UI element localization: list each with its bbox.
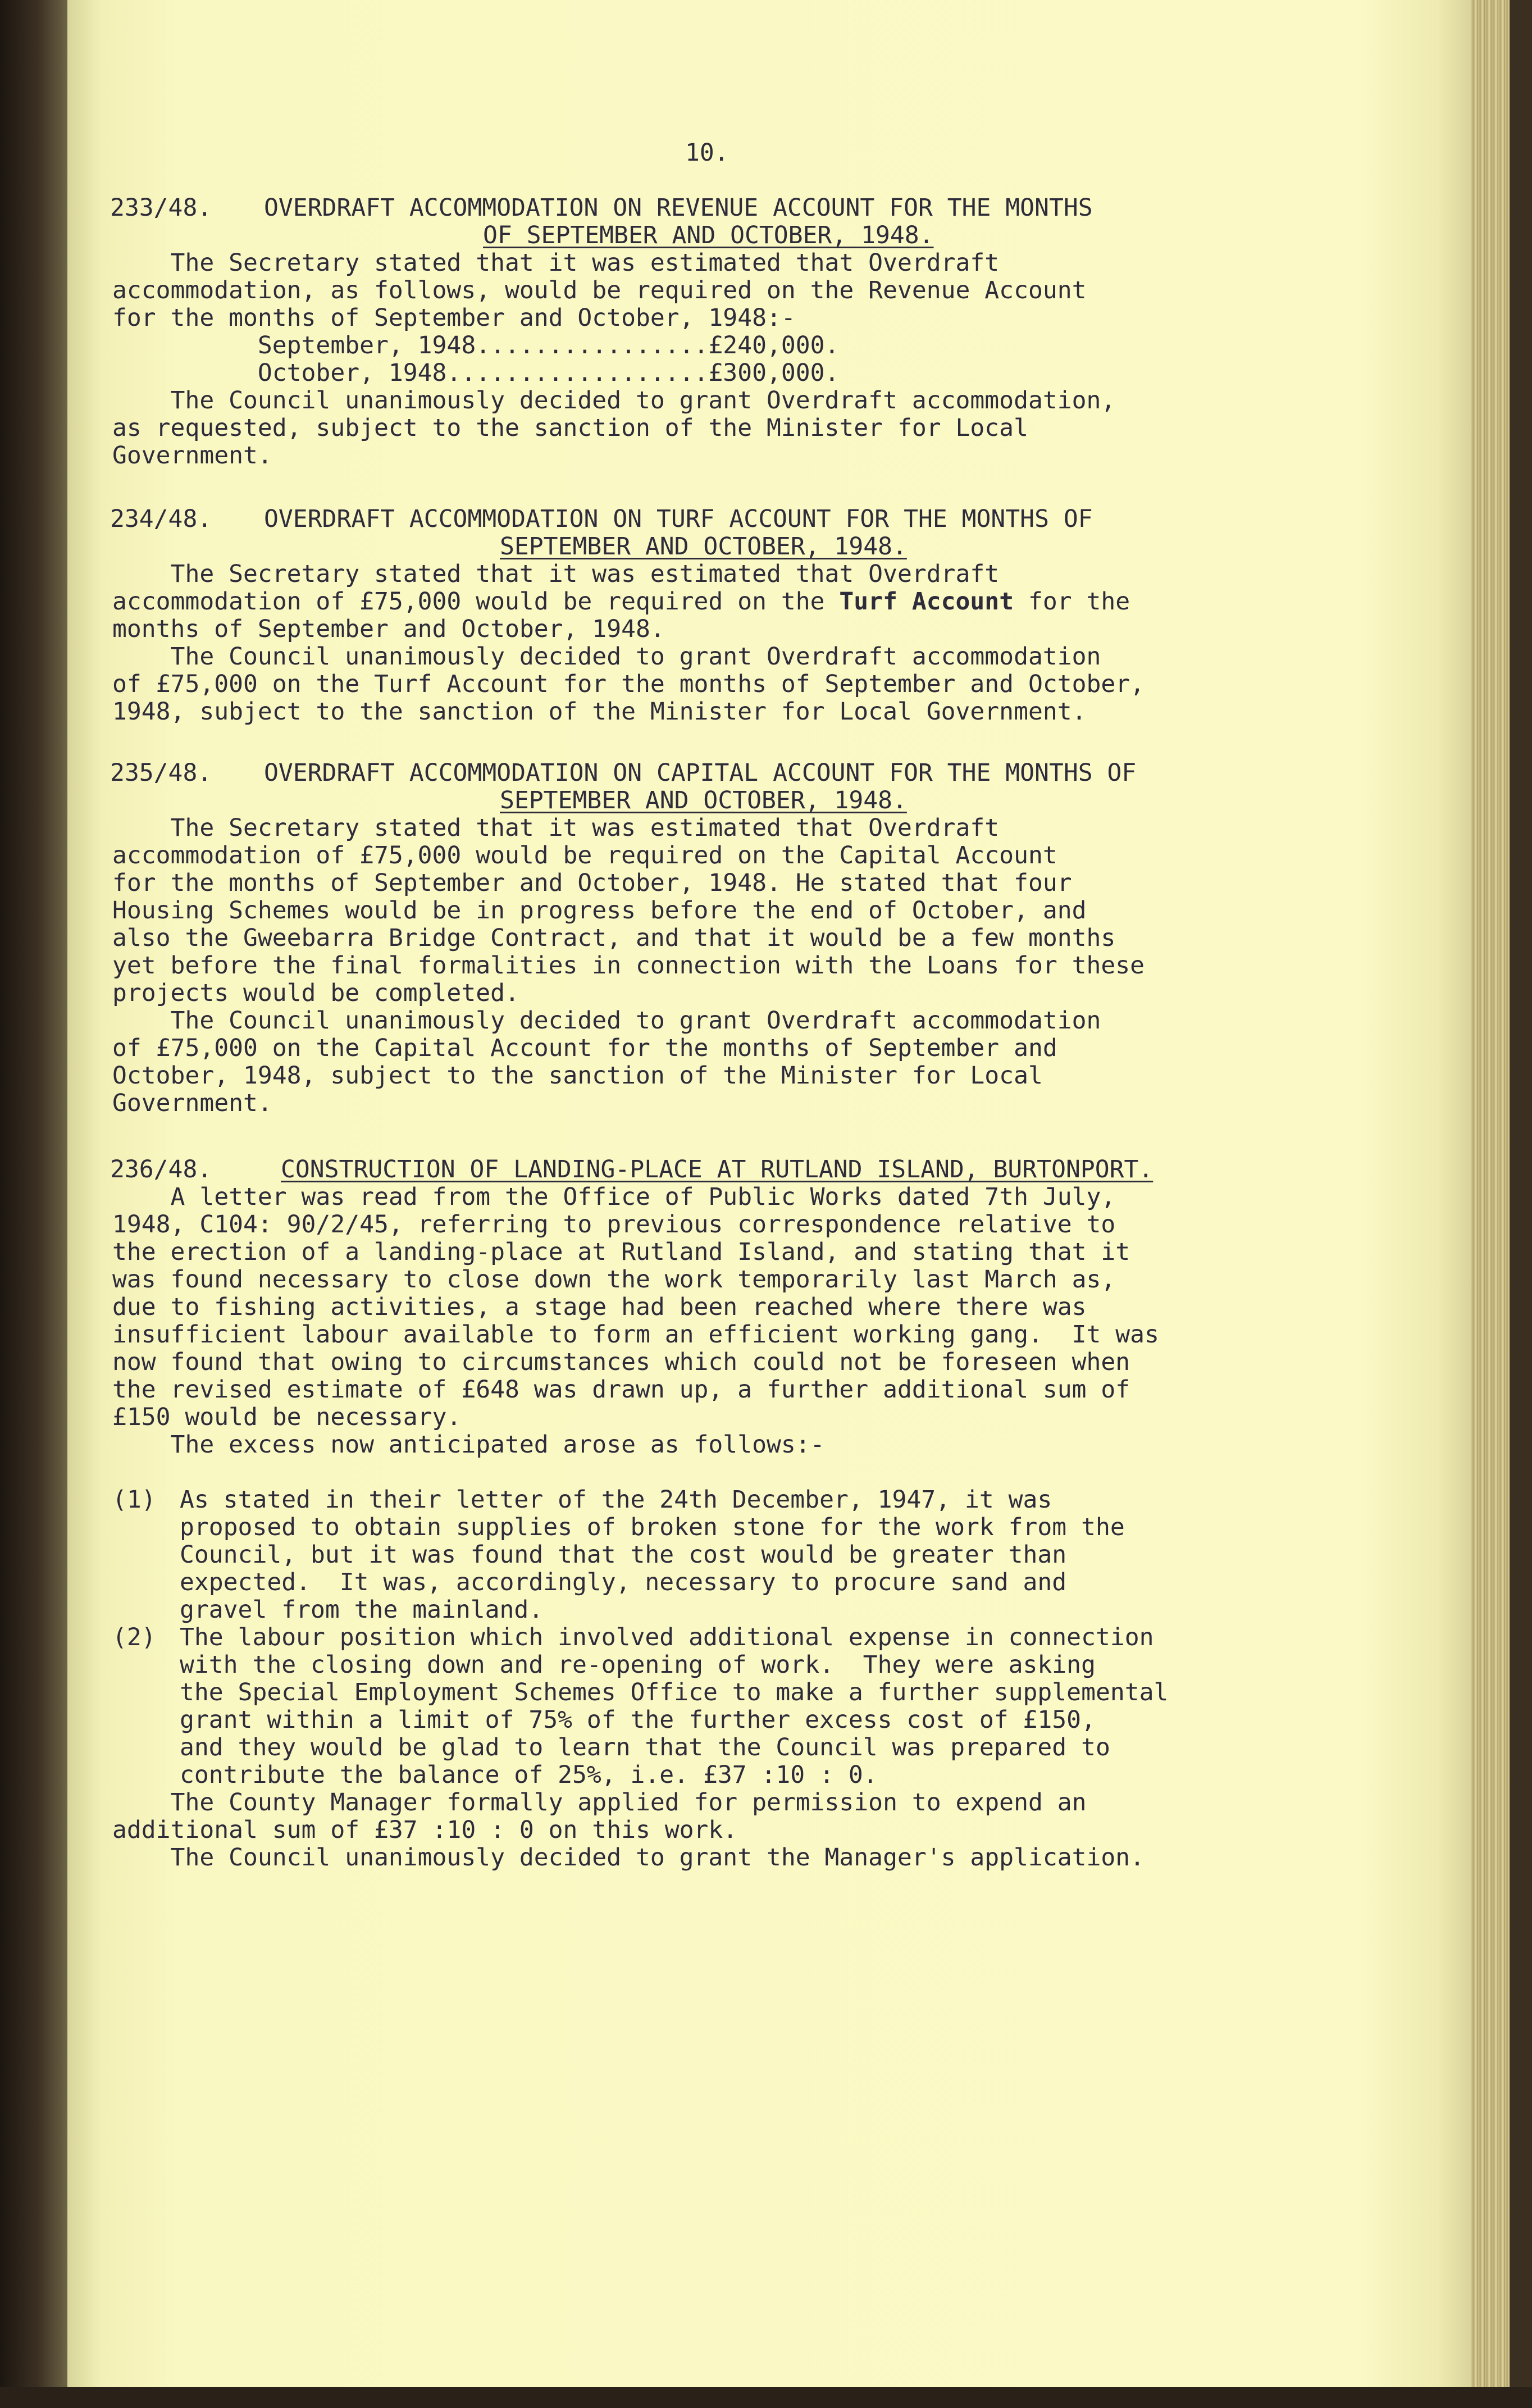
list-item-marker: (2) (112, 1623, 156, 1651)
list-item-line: the Special Employment Schemes Office to make a further supplemental (180, 1678, 1169, 1706)
list-item-line: expected. It was, accordingly, necessary to procure sand and (180, 1568, 1067, 1596)
bottom-shadow (0, 2387, 1532, 2408)
minute-235-title-line-2: SEPTEMBER AND OCTOBER, 1948. (500, 786, 907, 814)
minute-235-body-line: projects would be completed. (112, 979, 519, 1007)
minute-235-body-line: Government. (112, 1089, 272, 1117)
list-item-line: contribute the balance of 25%, i.e. £37 :10 : 0. (180, 1761, 878, 1789)
minute-234-body-line: The Secretary stated that it was estimated that Overdraft (112, 560, 1000, 588)
minute-236-body-line: £150 would be necessary. (112, 1403, 462, 1431)
minute-234-body-line: The Council unanimously decided to grant Overdraft accommodation (112, 643, 1101, 671)
minute-235-body-line: The Council unanimously decided to grant Overdraft accommodation (112, 1007, 1101, 1035)
minute-235-body-line: for the months of September and October, 1948. He stated that four (112, 869, 1072, 897)
list-item-marker: (1) (112, 1486, 156, 1514)
page-number: 10. (685, 139, 729, 167)
list-item-line: The labour position which involved additional expense in connection (180, 1623, 1154, 1651)
minute-234-title-line-2: SEPTEMBER AND OCTOBER, 1948. (500, 532, 907, 561)
list-item-line: proposed to obtain supplies of broken stone for the work from the (180, 1513, 1125, 1541)
minute-235-body-line: also the Gweebarra Bridge Contract, and that it would be a few months (112, 924, 1116, 952)
minute-234-body-line: 1948, subject to the sanction of the Minister for Local Government. (112, 698, 1087, 726)
minute-233-body-line: September, 1948................£240,000. (112, 331, 840, 359)
minute-233-body-line: The Council unanimously decided to grant Overdraft accommodation, (112, 386, 1116, 415)
minute-233-body-line: October, 1948..................£300,000. (112, 359, 840, 387)
minute-236-body-line: The excess now anticipated arose as follows:- (112, 1431, 825, 1459)
minute-236-body-line: the revised estimate of £648 was drawn up, a further additional sum of (112, 1376, 1130, 1404)
minute-233-body-line: The Secretary stated that it was estimated that Overdraft (112, 249, 1000, 277)
minute-236-body-line: now found that owing to circumstances which could not be foreseen when (112, 1348, 1130, 1376)
minute-233-body-line: for the months of September and October, 1948:- (112, 304, 796, 332)
minute-234-number: 234/48. (110, 505, 212, 533)
minute-236-closing-line: The County Manager formally applied for permission to expend an (112, 1788, 1087, 1817)
minute-235-body-line: yet before the final formalities in connection with the Loans for these (112, 952, 1145, 980)
list-item-line: and they would be glad to learn that the Council was prepared to (180, 1733, 1110, 1761)
minute-236-title: CONSTRUCTION OF LANDING-PLACE AT RUTLAND ISLAND, BURTONPORT. (281, 1155, 1153, 1183)
minute-234-body-line: accommodation of £75,000 would be required on the Turf Account for the (112, 588, 1130, 616)
minute-235-body-line: Housing Schemes would be in progress before the end of October, and (112, 896, 1087, 925)
minute-236-body-line: insufficient labour available to form an efficient working gang. It was (112, 1321, 1159, 1349)
minute-234-body-line: months of September and October, 1948. (112, 615, 665, 643)
minute-233-body-line: Government. (112, 441, 272, 470)
minute-235-body-line: The Secretary stated that it was estimated that Overdraft (112, 814, 1000, 842)
minute-233-title-line-2: OF SEPTEMBER AND OCTOBER, 1948. (483, 221, 934, 249)
minute-235-body-line: October, 1948, subject to the sanction of the Minister for Local (112, 1062, 1043, 1090)
minute-236-number: 236/48. (110, 1155, 212, 1183)
minute-236-body-line: was found necessary to close down the work temporarily last March as, (112, 1266, 1116, 1294)
list-item-line: with the closing down and re-opening of work. They were asking (180, 1651, 1096, 1679)
book-binding (0, 0, 67, 2408)
minute-236-body-line: due to fishing activities, a stage had been reached where there was (112, 1293, 1087, 1321)
minute-236-closing-line: additional sum of £37 :10 : 0 on this work. (112, 1816, 738, 1844)
minute-236-body-line: 1948, C104: 90/2/45, referring to previous correspondence relative to (112, 1210, 1116, 1239)
page-edges (1471, 0, 1532, 2408)
list-item-line: gravel from the mainland. (180, 1596, 544, 1624)
minute-235-number: 235/48. (110, 759, 212, 787)
minute-236-body-line: A letter was read from the Office of Public Works dated 7th July, (112, 1183, 1116, 1211)
list-item-line: Council, but it was found that the cost would be greater than (180, 1541, 1067, 1569)
minute-235-title-line-1: OVERDRAFT ACCOMMODATION ON CAPITAL ACCOUNT FOR THE MONTHS OF (264, 759, 1137, 787)
minute-233-title-line-1: OVERDRAFT ACCOMMODATION ON REVENUE ACCOUNT FOR THE MONTHS (264, 194, 1093, 222)
minute-235-body-line: of £75,000 on the Capital Account for the months of September and (112, 1034, 1057, 1062)
list-item-line: As stated in their letter of the 24th December, 1947, it was (180, 1486, 1052, 1514)
minute-233-number: 233/48. (110, 194, 212, 222)
minute-235-body-line: accommodation of £75,000 would be required on the Capital Account (112, 841, 1057, 870)
minute-234-body-line: of £75,000 on the Turf Account for the months of September and October, (112, 670, 1145, 698)
minute-233-body-line: accommodation, as follows, would be required on the Revenue Account (112, 276, 1087, 304)
minute-236-closing-line: The Council unanimously decided to grant the Manager's application. (112, 1843, 1145, 1872)
list-item-line: grant within a limit of 75% of the further excess cost of £150, (180, 1706, 1096, 1734)
minute-234-title-line-1: OVERDRAFT ACCOMMODATION ON TURF ACCOUNT FOR THE MONTHS OF (264, 505, 1093, 533)
minute-236-body-line: the erection of a landing-place at Rutland Island, and stating that it (112, 1238, 1130, 1266)
minute-233-body-line: as requested, subject to the sanction of the Minister for Local (112, 414, 1028, 442)
